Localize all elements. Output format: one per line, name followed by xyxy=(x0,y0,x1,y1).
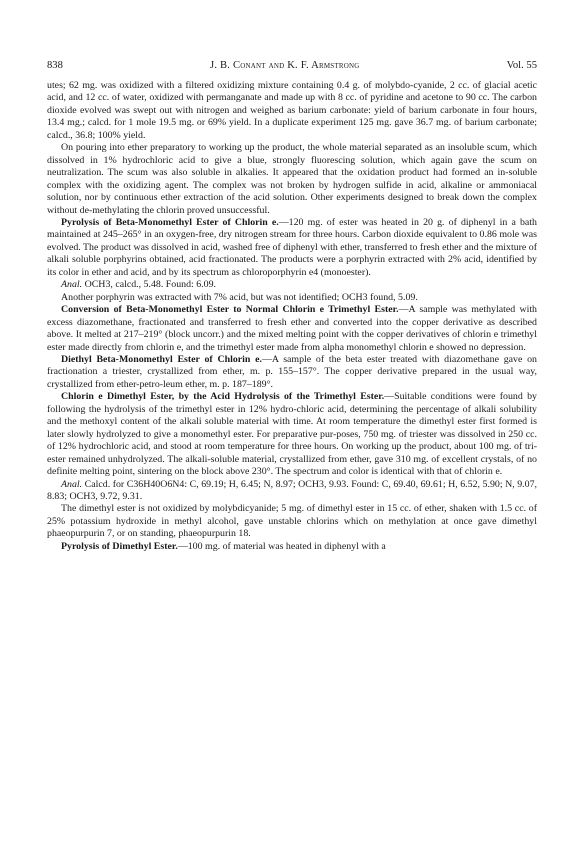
analysis-label: Anal. xyxy=(61,279,83,291)
paragraph: The dimethyl ester is not oxidized by molybdicyanide; 5 mg. of dimethyl ester in 15 cc. of ether, shaken with 1.5 cc. of 25% potassium hydroxide in methyl alcohol, gave unstable chlorins which on methylation at once gave dimethyl phaeopurpurin 7, or on standing, phaeopurpurin 18. xyxy=(47,503,537,540)
analysis-label: Anal. xyxy=(61,478,83,490)
section-heading: Pyrolysis of Beta-Monomethyl Ester of Chlorin e. xyxy=(61,216,279,228)
section-text: —120 mg. of ester was heated in 20 g. of diphenyl in a bath maintained at 245–265° in an oxygen-free, dry nitrogen stream for three hours. Carbon dioxide equivalent to 0.86 mole was evolved. The product was dissolved in acid, washed free of diphenyl with ether, transferred to fresh ether and the mixture of alkali soluble porphyrins obtained, acid fractionated. The products were a porphyrin extracted with 2% acid, identified by its color in ether and acid, and by its spectrum as chloroporphyrin e4 (monoester). xyxy=(47,216,537,278)
section-text: —A sample was methylated with excess diazomethane, fractionated and transferred to fresh ether and converted into the copper derivative as described above. It melted at 217–219° (block uncorr.) and the mixed melting point with the copper derivatives of chlorin e trimethyl ester made directly from chlorin e, and the trimethyl ester made from alpha monomethyl chlorin e showed no depression. xyxy=(47,304,537,353)
article-body xyxy=(47,80,537,553)
section-paragraph xyxy=(47,217,537,279)
section-heading: Diethyl Beta-Monomethyl Ester of Chlorin e. xyxy=(61,353,262,365)
volume-label: Vol. 55 xyxy=(506,60,537,71)
section-paragraph xyxy=(47,541,537,553)
section-text: —A sample of the beta ester treated with diazomethane gave on fractionation a triester, crystallized from ether, m. p. 155–157°. The copper derivative prepared in the usual way, crystallized from ether-petro-leum ether, m. p. 187–189°. xyxy=(47,353,537,390)
analysis-line xyxy=(47,279,537,291)
section-text: —100 mg. of material was heated in diphenyl with a xyxy=(177,540,386,552)
section-paragraph xyxy=(47,391,537,478)
section-paragraph xyxy=(47,304,537,354)
section-heading: Conversion of Beta-Monomethyl Ester to Normal Chlorin e Trimethyl Ester. xyxy=(61,304,399,316)
paragraph: On pouring into ether preparatory to working up the product, the whole material separated as an insoluble scum, which dissolved in 1% hydrochloric acid to give a blue, strongly fluorescing solution, which again gave the scum on neutralization. The scum was also soluble in alkalies. It appeared that the oxidation product had formed an in-soluble complex with the oxidizing agent. The complex was not broken by hydrogen sulfide in acid, alkaline or ammoniacal solution, nor by continuous ether extraction of the acid solution. Other experiments designed to break down the complex without de-methylating the chlorin proved unsuccessful. xyxy=(47,142,537,216)
analysis-values: OCH3, calcd., 5.48. Found: 6.09. xyxy=(82,279,216,291)
paragraph: utes; 62 mg. was oxidized with a filtered oxidizing mixture containing 0.4 g. of molybdo-cyanide, 2 cc. of glacial acetic acid, and 12 cc. of water, oxidized with permanganate and made up with 8 cc. of pyridine and acetone to 90 cc. The carbon dioxide evolved was swept out with nitrogen and weighed as barium carbonate: yield of barium carbonate in four hours, 13.4 mg.; calcd. for 1 mole 19.5 mg. or 69% yield. In a duplicate experiment 125 mg. gave 36.7 mg. of barium carbonate; calcd., 36.8; 100% yield. xyxy=(47,80,537,141)
paragraph: Another porphyrin was extracted with 7% acid, but was not identified; OCH3 found, 5.09. xyxy=(61,291,418,303)
section-text: —Suitable conditions were found by following the hydrolysis of the trimethyl ester in 12% hydro-chloric acid, determining the percentage of alkali solubility and the methoxyl content of the alkali soluble material with time. At room temperature the dimethyl ester first formed is later slowly hydrolyzed to give a monomethyl ester. For preparative pur-poses, 750 mg. of triester was dissolved in 250 cc. of 12% hydrochloric acid, and stood at room temperature for three hours. On working up the product, about 100 mg. of tri-ester remained unhydrolyzed. The alkali-soluble material, crystallized from ether, gave 310 mg. of excellent crystals, of no definite melting point, sintering on the block above 230°. The spectrum and color is identical with that of chlorin e. xyxy=(47,391,537,478)
section-heading: Chlorin e Dimethyl Ester, by the Acid Hydrolysis of the Trimethyl Ester. xyxy=(61,391,385,403)
section-paragraph xyxy=(47,354,537,391)
analysis-line xyxy=(47,479,537,504)
analysis-values: Calcd. for C36H40O6N4: C, 69.19; H, 6.45; N, 8.97; OCH3, 9.93. Found: C, 69.40, 69.61; H, 6.52, 5.90; N, 9.07, 8.83; OCH3, 9.72, 9.31. xyxy=(47,478,537,502)
running-title: J. B. Conant and K. F. Armstrong xyxy=(210,60,360,71)
section-heading: Pyrolysis of Dimethyl Ester. xyxy=(61,540,178,552)
running-header xyxy=(47,60,537,74)
document-page xyxy=(47,60,537,553)
page-number: 838 xyxy=(47,60,63,71)
